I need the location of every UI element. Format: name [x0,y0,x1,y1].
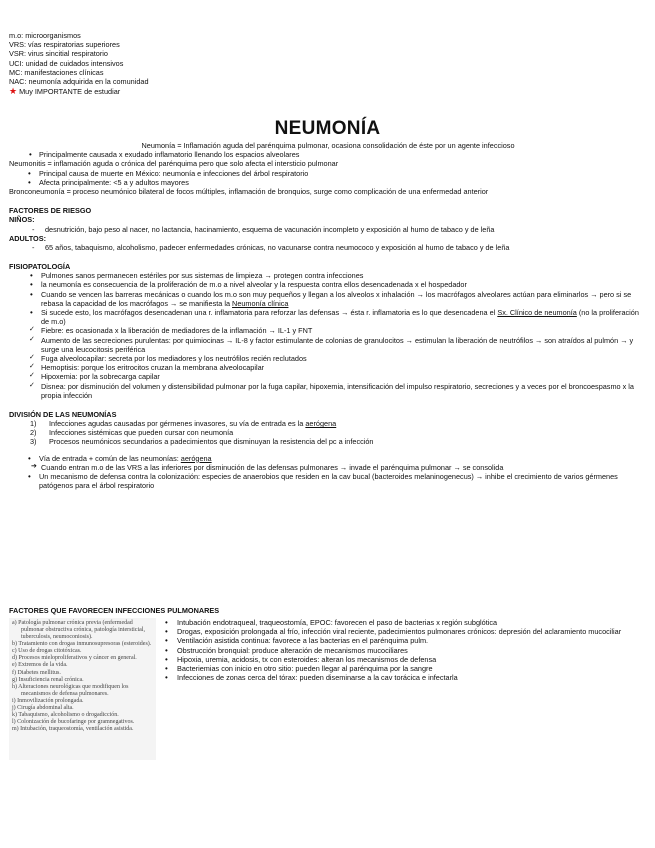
neumonia-bullets [9,150,647,159]
list-item: • Pulmones sanos permanecen estériles por sus sistemas de limpieza → protegen contra infecciones [9,271,647,280]
abbreviation-item: UCI: unidad de cuidados intensivos [9,58,124,68]
adultos-label: ADULTOS: [9,233,47,243]
document-body [9,141,647,490]
list-item [9,454,647,463]
check-item: ✓ Aumento de las secreciones purulentas: por quimiocinas → IL-8 y factor estimulante de colonias de granulocitos → estimulan la liberación de neutrófilos → son atraídos al pulmón → y surge una leucocitosis periférica [9,336,647,354]
scan-line: d) Procesos mieloproliferativos y cáncer en general. [12,655,137,662]
list-item: • Hipoxia, uremia, acidosis, tx con esteroides: alteran los mecanismos de defensa [163,655,649,664]
underlined-term: aerógena [305,419,337,429]
scan-line: m) Intubación, traqueostomía, ventilación asistida. [12,726,134,733]
underlined-term: Neumonía clínica [232,298,289,308]
list-item: - 65 años, tabaquismo, alcoholismo, padecer enfermedades crónicas, no vacunarse contra neumococo y exposición al humo de tabaco y de leña [9,243,647,252]
abbreviation-item: VRS: vías respiratorias superiores [9,40,120,50]
check-item: ✓ Hemoptisis: porque los eritrocitos cruzan la membrana alveolocapilar [9,363,647,372]
section-heading-division: DIVISIÓN DE LAS NEUMONÍAS [9,409,117,419]
neumonitis-bullets [9,169,647,187]
list-item: • Bacteriemias con inicio en otro sitio: pueden llegar al parénquima por la sangre [163,664,649,673]
scan-line: i) Inmovilización prolongada. [12,697,84,704]
text: Vía de entrada + común de las neumonías: [39,453,179,463]
scanned-factor-list [9,618,156,760]
neumonitis-definition: Neumonitis = inflamación aguda o crónica del parénquima pero que solo afecta el intersticio pulmonar [9,159,339,169]
abbreviation-item: NAC: neumonía adquirida en la comunidad [9,76,149,86]
text: Procesos neumónicos secundarios a padecimientos que disminuyan la resistencia del pc a infección [49,437,374,447]
check-item: ✓ Fuga alveolocapilar: secreta por los mediadores y los neutrófilos recién reclutados [9,354,647,363]
scan-line: b) Tratamiento con drogas inmunosupresoras (esteroides). [12,641,152,648]
scan-line: h) Alteraciones neurológicas que modifiquen los mecanismos de defensa pulmonares. [12,683,129,697]
favorecen-list [163,618,649,682]
section-heading-favorecen: FACTORES QUE FAVORECEN INFECCIONES PULMONARES [9,606,220,615]
text: Si sucede esto, los macrófagos desencadenan una r. inflamatoria para reforzar las defensas → ésta r. inflamatoria es lo que desencadena el [41,308,496,317]
abbreviation-item: m.o: microorganismos [9,31,81,40]
text: (no la proliferación de m.o) [41,308,639,327]
list-item [9,290,647,308]
abbreviations-list [9,31,309,97]
bronconeumonia-definition: Bronconeumonía = proceso neumónico bilateral de focos múltiples, inflamación de bronquios, surge como complicación de una enfermedad anterior [9,186,489,196]
list-item [9,308,647,326]
scan-line: c) Uso de drogas citotóxicas. [12,648,82,655]
list-item: • Afecta principalmente: <5 a y adultos mayores [9,178,647,187]
adultos-list [9,243,647,252]
list-item: • Intubación endotraqueal, traqueostomía, EPOC: favorecen el paso de bacterias x región subglótica [163,618,649,627]
list-item: • Infecciones de zonas cerca del tórax: pueden diseminarse a la cav torácica e infectarla [163,673,649,682]
text: Cuando se vencen las barreras mecánicas o cuando los m.o son muy pequeños y llegan a los alveolos x inhalación → los macrófagos alveolares actúan para eliminarlos → pero si se rebasa la capacidad de los macrófagos → se manifiesta la [41,289,632,308]
scan-line: k) Tabaquismo, alcoholismo o drogadicción. [12,712,119,719]
underlined-term: Sx. Clínico de neumonía [497,308,577,317]
list-item: 3) Procesos neumónicos secundarios a padecimientos que disminuyan la resistencia del pc a infección [30,437,374,447]
abbreviation-item: VSR: virus sincitial respiratorio [9,49,108,59]
scan-line: e) Extremos de la vida. [12,662,68,669]
underlined-term: aerógena [180,453,212,463]
section-heading-fisiopatologia: FISIOPATOLOGÍA [9,262,71,272]
list-item: • Principalmente causada x exudado inflamatorio llenando los espacios alveolares [9,150,647,159]
check-item: ✓ Fiebre: es ocasionada x la liberación de mediadores de la inflamación → IL-1 y FNT [9,326,647,335]
scan-line: j) Cirugía abdominal alta. [12,704,74,711]
scan-line: a) Patología pulmonar crónica previa (enfermedad pulmonar obstructiva crónica, patología intersticial, tuberculosis, neumoconiosis). [12,620,145,641]
text: Infecciones agudas causadas por gérmenes invasores, su vía de entrada es la [49,419,304,429]
list-item: • Ventilación asistida continua: favorece a las bacterias en el parénquima pulm. [163,636,649,645]
list-item: • Obstrucción bronquial: produce alteración de mecanismos mucociliares [163,646,649,655]
list-item: • Principal causa de muerte en México: neumonía e infecciones del árbol respiratorio [9,169,647,178]
scan-line: f) Diabetes mellitus. [12,669,61,676]
favorecen-section [9,606,649,733]
important-legend-text: Muy IMPORTANTE de estudiar [19,87,121,97]
division-list [9,419,647,447]
section-heading-riesgo: FACTORES DE RIESGO [9,206,92,216]
scan-line: l) Colonización de bucofaringe por gramnegativos. [12,719,135,726]
page-title: NEUMONÍA [274,118,381,139]
arrow-item: ➔ Cuando entran m.o de las VRS a las inferiores por disminución de las defensas pulmonares → invade el parénquima pulmonar → se consolida [9,463,647,472]
neumonia-definition: Neumonía = Inflamación aguda del parénquima pulmonar, ocasiona consolidación de éste por un agente infeccioso [141,141,515,150]
ninos-list [9,225,647,234]
list-item: 2) Infecciones sistémicas que pueden cursar con neumonía [30,428,234,438]
scan-line: g) Insuficiencia renal crónica. [12,676,84,683]
list-item: • Un mecanismo de defensa contra la colonización: especies de anaerobios que residen en la cav bucal (bacteroides melaninogenecus) → inhibe el crecimiento de varios gérmenes patógenos para el árbol respiratorio [9,472,647,490]
ninos-label: NIÑOS: [9,215,35,225]
mecanismo-list [9,472,647,490]
list-item: - desnutrición, bajo peso al nacer, no lactancia, hacinamiento, esquema de vacunación incompleto y exposición al humo de tabaco y de leña [9,225,647,234]
abbreviation-item: MC: manifestaciones clínicas [9,67,104,77]
via-list [9,454,647,463]
check-item: ✓ Hipoxemia: por la sobrecarga capilar [9,372,647,381]
text: Infecciones sistémicas que pueden cursar con neumonía [49,428,234,438]
list-item: • la neumonía es consecuencia de la proliferación de m.o a nivel alveolar y la respuesta contra ellos desencadenada x el hospedador [9,280,647,289]
list-item: 1) Infecciones agudas causadas por gérmenes invasores, su vía de entrada es la aerógena [30,419,337,429]
star-icon: ★ [9,86,18,97]
important-legend [9,86,309,97]
list-item: • Drogas, exposición prolongada al frío, infección viral reciente, padecimientos pulmonares crónicos: depresión del aclaramiento mucociliar [163,627,649,636]
fisiopatologia-list [9,271,647,400]
check-item: ✓ Disnea: por disminución del volumen y distensibilidad pulmonar por la fuga capilar, hipoxemia, intensificación del impulso respiratorio, secreciones y a veces por el broncoespasmo x la propia infección [9,382,647,400]
